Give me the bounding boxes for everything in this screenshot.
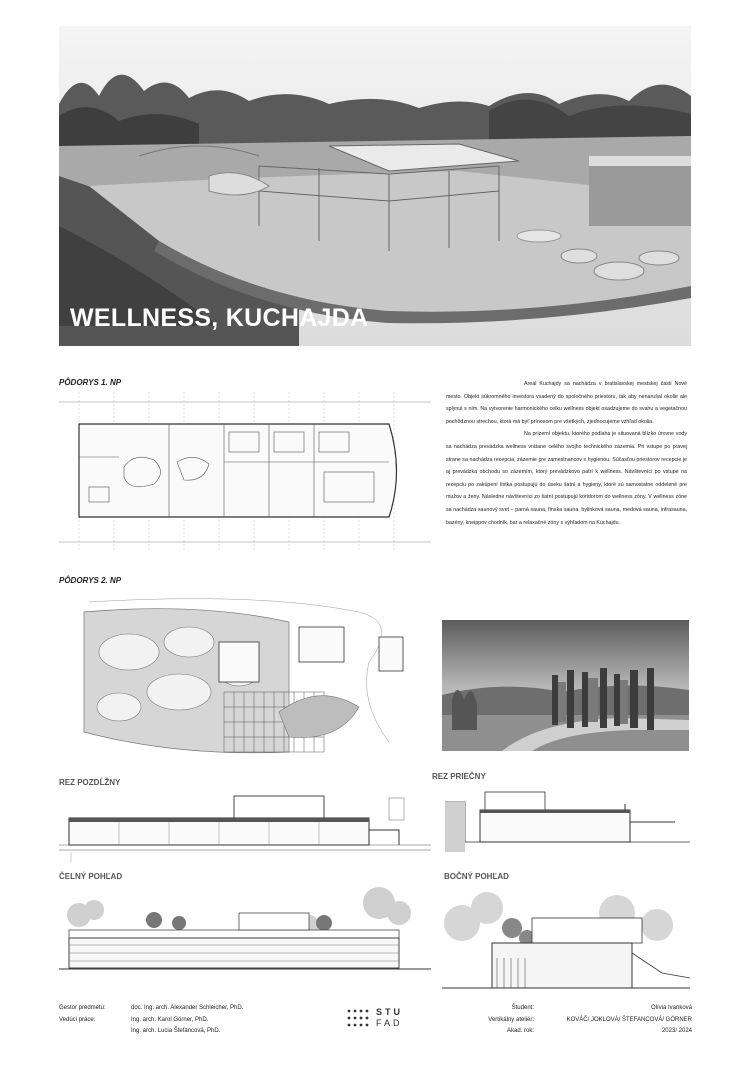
logo-stu: STU [376,1007,403,1017]
hero-render-illustration [59,26,691,346]
description-paragraph-1: Areál Kuchajdy sa nachádza v bratislavskej mestskej časti Nové mesto. Objekt súkromného investora vsadený do spoločného priestoru, tak aby nenarušal okolie ale splynul s ním. Na vytvorenie harmonického celku wellness objekt osadzujeme do svahu a vegetačnou pochôdznou strechou, ktorá má byť prínosom pre všetkých, zjednocujeme vzhľad okolia. [446,381,687,425]
leader-name-1: Ing. arch. Karol Görner, PhD. [131,1016,209,1023]
footer-left-values [131,1003,243,1038]
page-title: WELLNESS, KUCHAJDA [70,304,369,332]
leader-name-2: Ing. arch. Lucia Štefancová, PhD. [131,1028,221,1034]
long-section-label: REZ POZDĹŽNY [59,778,121,787]
hero-render [59,26,691,346]
footer-right-labels [446,1003,534,1038]
studio-name: KOVÁČ/ JOKLOVÁ/ ŠTEFANCOVÁ/ GÖRNER [566,1016,692,1023]
logo-fad: FAD [376,1018,403,1028]
footer-right-values [540,1003,692,1038]
gestor-label: Gestor predmetu: [59,1005,106,1011]
front-view-label: ČELNÝ POHĽAD [59,872,123,881]
side-view-label: BOČNÝ POHĽAD [444,872,509,881]
front-view-drawing [59,885,431,973]
leader-label: Vedúci práce: [59,1016,96,1023]
floor1-label: PÔDORYS 1. NP [59,378,122,387]
exterior-render [442,620,689,751]
studio-label: Vertikálny ateliér: [488,1016,534,1023]
floor2-plan-drawing [59,592,431,762]
floor1-plan-drawing [59,392,431,552]
gestor-name: doc. Ing. arch. Alexander Schleicher, PhD. [131,1005,244,1011]
logo-dots-icon [346,1008,372,1030]
footer-left [59,1003,106,1026]
cross-section-label: REZ PRIEČNY [432,772,486,781]
student-name: Olívia Ivanková [650,1005,692,1011]
year-value: 2023/ 2024 [661,1028,692,1034]
floor2-label: PÔDORYS 2. NP [59,576,122,585]
student-label: Študent: [511,1005,534,1011]
long-section-drawing [59,790,431,862]
project-description [446,378,687,529]
side-view-drawing [442,883,690,990]
description-paragraph-2: Na prízemí objektu, ktorého podlaha je situovaná blízko úrovne vody sa nachádza prevádzka wellness vrátane celého svojho technického zázemia. Pri vstupe po pravej strane sa nachádza recepcia, zázemie pre zamestnancov s hygienou. Súčasťou priestorov recepcie je aj prevádzka obchodu so zázemím, ktorý prevádzkovo patrí k wellness. Návštevníci po vstupe na recepciu po zakúpení lístka postupujú do úseku šatní a hygieny, ktoré sú samostatne oddelené pre mužov a ženy. Následne návštevníci zo šatní postupujú koridorom do wellness zóny. V wellness zóne sa nachádza saunový svet – parná sauna, fínska sauna, bylinková sauna, medová sauna, infrasauna, bazény, kneippov chodník, bar a relaxačné zóny s výhľadom na Kuchajdu. [446,431,687,526]
cross-section-drawing [445,782,690,860]
year-label: Akad. rok: [506,1028,534,1034]
